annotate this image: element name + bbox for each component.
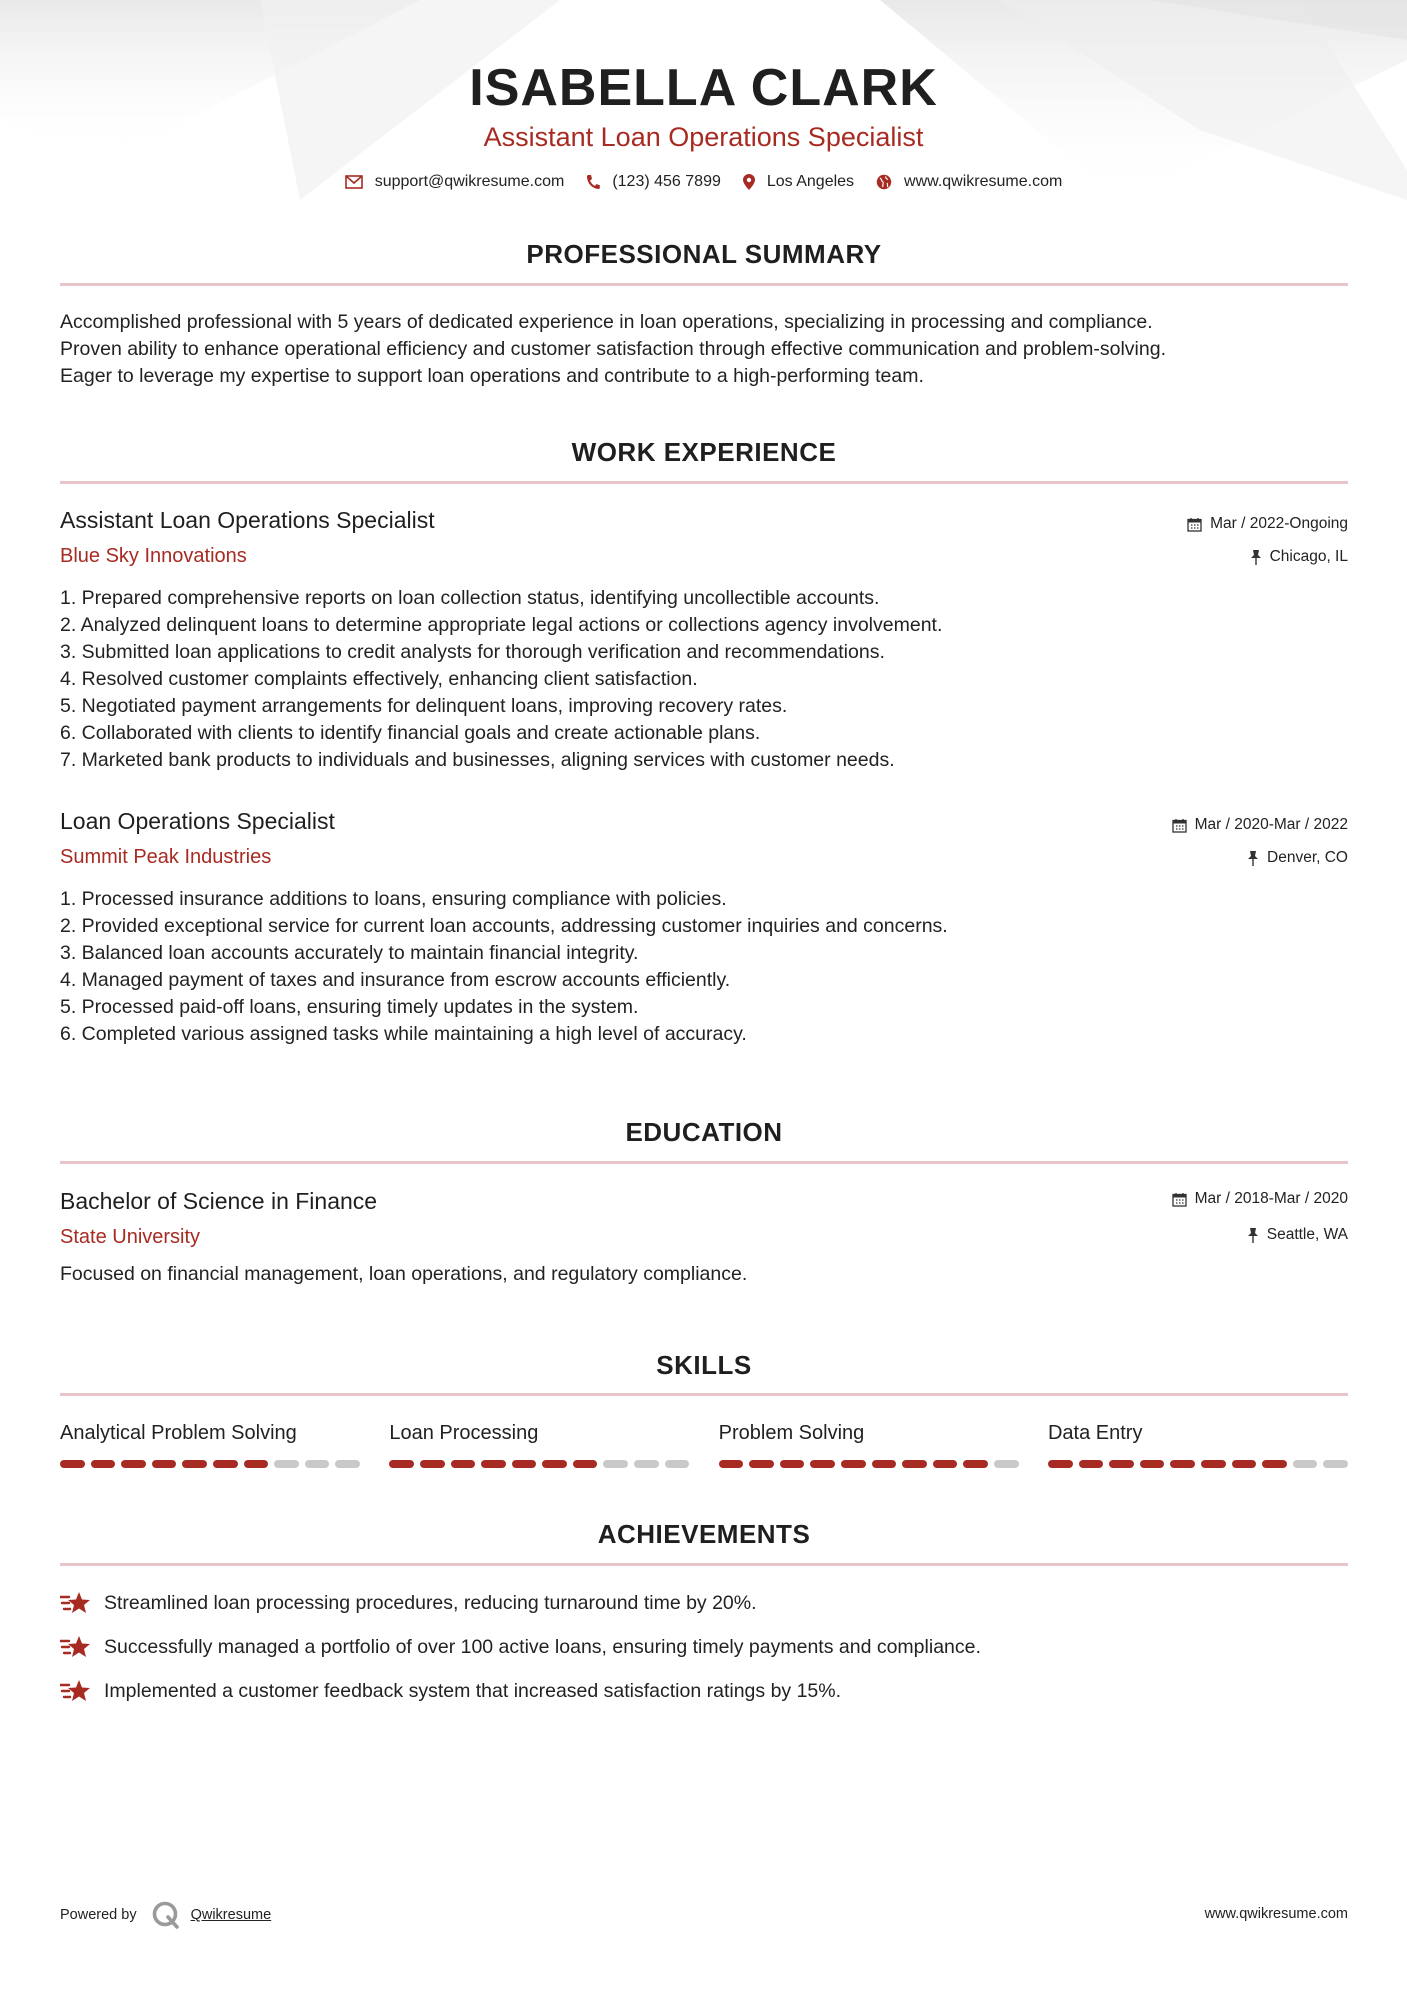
skill-segment-filled bbox=[244, 1460, 269, 1468]
skill-segment-filled bbox=[182, 1460, 207, 1468]
achievement-item bbox=[60, 1590, 1348, 1616]
list-item: 1. Prepared comprehensive reports on loan collection status, identifying uncollectible accounts. bbox=[60, 587, 880, 609]
summary-text bbox=[60, 309, 1348, 390]
section-divider bbox=[60, 1161, 1348, 1164]
skill-segment-empty bbox=[1293, 1460, 1318, 1468]
summary-line: Proven ability to enhance operational efficiency and customer satisfaction through effective communication and problem-solving. bbox=[60, 338, 1166, 360]
candidate-title: Assistant Loan Operations Specialist bbox=[483, 122, 924, 152]
footer-powered-by bbox=[60, 1900, 271, 1930]
achievement-item bbox=[60, 1634, 1348, 1660]
experience-entry bbox=[60, 507, 1348, 777]
skill-segment-filled bbox=[152, 1460, 177, 1468]
job-dates bbox=[1172, 816, 1348, 834]
section-title-achievements: ACHIEVEMENTS bbox=[597, 1519, 811, 1549]
job-company: Blue Sky Innovations bbox=[60, 545, 247, 567]
section-divider bbox=[60, 1393, 1348, 1396]
skill-name: Data Entry bbox=[1047, 1422, 1143, 1444]
job-title: Loan Operations Specialist bbox=[60, 808, 335, 834]
skill-segment-empty bbox=[603, 1460, 628, 1468]
skill-name: Loan Processing bbox=[389, 1422, 539, 1444]
skill-segment-filled bbox=[1079, 1460, 1104, 1468]
list-item: 4. Resolved customer complaints effectively, enhancing client satisfaction. bbox=[60, 668, 698, 690]
skill-rating bbox=[60, 1460, 360, 1468]
list-item: 6. Collaborated with clients to identify financial goals and create actionable plans. bbox=[60, 722, 761, 744]
achievement-item bbox=[60, 1678, 1348, 1704]
education-location-text: Seattle, WA bbox=[1266, 1226, 1348, 1243]
job-location bbox=[1250, 548, 1348, 566]
map-pin-icon bbox=[743, 174, 755, 190]
skill-segment-filled bbox=[719, 1460, 744, 1468]
contact-bar bbox=[0, 173, 1407, 191]
calendar-icon bbox=[1172, 1192, 1187, 1207]
contact-phone[interactable] bbox=[586, 173, 721, 191]
skill-segment-filled bbox=[573, 1460, 598, 1468]
skill-segment-filled bbox=[512, 1460, 537, 1468]
skill-segment-filled bbox=[1232, 1460, 1257, 1468]
pushpin-icon bbox=[1247, 851, 1259, 866]
list-item: 5. Negotiated payment arrangements for delinquent loans, improving recovery rates. bbox=[60, 695, 788, 717]
job-location-text: Denver, CO bbox=[1267, 849, 1348, 866]
pushpin-icon bbox=[1247, 1228, 1259, 1243]
phone-text: (123) 456 7899 bbox=[612, 173, 721, 190]
skill-name: Problem Solving bbox=[718, 1422, 865, 1444]
section-title-experience: WORK EXPERIENCE bbox=[571, 437, 837, 467]
qwikresume-link[interactable]: Qwikresume bbox=[190, 1907, 272, 1923]
skill-segment-filled bbox=[1201, 1460, 1226, 1468]
skill-segment-filled bbox=[213, 1460, 238, 1468]
skill-segment-filled bbox=[810, 1460, 835, 1468]
skill-item bbox=[60, 1422, 360, 1468]
skill-segment-filled bbox=[481, 1460, 506, 1468]
skill-segment-empty bbox=[305, 1460, 330, 1468]
skill-segment-filled bbox=[91, 1460, 116, 1468]
list-item: 2. Provided exceptional service for current loan accounts, addressing customer inquiries and concerns. bbox=[60, 915, 948, 937]
skill-segment-filled bbox=[542, 1460, 567, 1468]
achievement-text: Streamlined loan processing procedures, reducing turnaround time by 20%. bbox=[104, 1591, 757, 1614]
education-dates bbox=[1172, 1190, 1348, 1208]
skill-segment-filled bbox=[841, 1460, 866, 1468]
skill-segment-filled bbox=[963, 1460, 988, 1468]
globe-icon bbox=[876, 174, 892, 190]
skill-item bbox=[719, 1422, 1019, 1468]
skills-list bbox=[60, 1422, 1348, 1468]
skill-rating bbox=[1048, 1460, 1348, 1468]
skill-item bbox=[1048, 1422, 1348, 1468]
shooting-star-icon bbox=[60, 1678, 92, 1704]
skill-rating bbox=[389, 1460, 689, 1468]
job-company: Summit Peak Industries bbox=[60, 846, 272, 868]
website-text: www.qwikresume.com bbox=[904, 173, 1063, 190]
skill-segment-filled bbox=[933, 1460, 958, 1468]
skill-name: Analytical Problem Solving bbox=[60, 1422, 297, 1444]
section-title-skills: SKILLS bbox=[656, 1350, 752, 1380]
skill-segment-filled bbox=[1109, 1460, 1134, 1468]
skill-segment-filled bbox=[749, 1460, 774, 1468]
list-item: 3. Submitted loan applications to credit analysts for thorough verification and recommendations. bbox=[60, 641, 885, 663]
location-text: Los Angeles bbox=[766, 173, 855, 190]
powered-by-label: Powered by bbox=[60, 1907, 137, 1923]
list-item: 4. Managed payment of taxes and insurance from escrow accounts efficiently. bbox=[60, 969, 731, 991]
job-location-text: Chicago, IL bbox=[1269, 548, 1348, 565]
shooting-star-icon bbox=[60, 1634, 92, 1660]
experience-entry bbox=[60, 808, 1348, 1058]
skill-segment-filled bbox=[780, 1460, 805, 1468]
list-item: 6. Completed various assigned tasks while maintaining a high level of accuracy. bbox=[60, 1023, 747, 1045]
job-bullets bbox=[60, 585, 942, 774]
candidate-name: ISABELLA CLARK bbox=[469, 59, 938, 117]
calendar-icon bbox=[1187, 517, 1202, 532]
envelope-icon bbox=[345, 175, 363, 189]
section-title-education: EDUCATION bbox=[625, 1117, 783, 1147]
education-description: Focused on financial management, loan operations, and regulatory compliance. bbox=[60, 1263, 748, 1285]
achievement-text: Implemented a customer feedback system that increased satisfaction ratings by 15%. bbox=[104, 1679, 842, 1702]
summary-line: Accomplished professional with 5 years of dedicated experience in loan operations, specializing in processing and compliance. bbox=[60, 311, 1153, 333]
skill-segment-empty bbox=[634, 1460, 659, 1468]
shooting-star-icon bbox=[60, 1590, 92, 1616]
job-title: Assistant Loan Operations Specialist bbox=[60, 507, 435, 533]
skill-segment-filled bbox=[872, 1460, 897, 1468]
skill-segment-filled bbox=[1140, 1460, 1165, 1468]
education-location bbox=[1247, 1226, 1348, 1244]
contact-location bbox=[743, 173, 854, 191]
pushpin-icon bbox=[1250, 550, 1262, 565]
resume-header bbox=[0, 58, 1407, 154]
list-item: 5. Processed paid-off loans, ensuring timely updates in the system. bbox=[60, 996, 639, 1018]
section-divider bbox=[60, 1563, 1348, 1566]
skill-segment-empty bbox=[665, 1460, 690, 1468]
skill-segment-filled bbox=[121, 1460, 146, 1468]
job-bullets bbox=[60, 886, 948, 1048]
contact-email[interactable] bbox=[345, 173, 565, 191]
skill-segment-filled bbox=[60, 1460, 85, 1468]
achievement-text: Successfully managed a portfolio of over 100 active loans, ensuring timely payments and compliance. bbox=[104, 1635, 981, 1658]
skill-rating bbox=[719, 1460, 1019, 1468]
calendar-icon bbox=[1172, 818, 1187, 833]
email-text: support@qwikresume.com bbox=[374, 173, 565, 190]
degree-title: Bachelor of Science in Finance bbox=[60, 1188, 378, 1214]
list-item: 7. Marketed bank products to individuals and businesses, aligning services with customer needs. bbox=[60, 749, 895, 771]
skill-segment-filled bbox=[1048, 1460, 1073, 1468]
contact-website[interactable] bbox=[876, 173, 1062, 191]
skill-segment-filled bbox=[420, 1460, 445, 1468]
job-dates bbox=[1187, 515, 1348, 533]
skill-item bbox=[389, 1422, 689, 1468]
skill-segment-empty bbox=[1323, 1460, 1348, 1468]
job-dates-text: Mar / 2022-Ongoing bbox=[1210, 515, 1348, 532]
section-divider bbox=[60, 481, 1348, 484]
footer-website[interactable]: www.qwikresume.com bbox=[1204, 1906, 1348, 1922]
job-dates-text: Mar / 2020-Mar / 2022 bbox=[1194, 816, 1348, 833]
skill-segment-empty bbox=[274, 1460, 299, 1468]
qwikresume-logo-icon bbox=[151, 1900, 181, 1930]
education-entry bbox=[60, 1188, 1348, 1258]
skill-segment-empty bbox=[994, 1460, 1019, 1468]
skill-segment-empty bbox=[335, 1460, 360, 1468]
skill-segment-filled bbox=[1170, 1460, 1195, 1468]
section-title-summary: PROFESSIONAL SUMMARY bbox=[526, 239, 882, 269]
skill-segment-filled bbox=[1262, 1460, 1287, 1468]
education-dates-text: Mar / 2018-Mar / 2020 bbox=[1194, 1190, 1348, 1207]
list-item: 3. Balanced loan accounts accurately to maintain financial integrity. bbox=[60, 942, 639, 964]
skill-segment-filled bbox=[389, 1460, 414, 1468]
job-location bbox=[1247, 849, 1348, 867]
phone-icon bbox=[586, 174, 600, 190]
summary-line: Eager to leverage my expertise to support loan operations and contribute to a high-performing team. bbox=[60, 365, 924, 387]
school-name: State University bbox=[60, 1226, 201, 1248]
skill-segment-filled bbox=[902, 1460, 927, 1468]
section-divider bbox=[60, 283, 1348, 286]
list-item: 1. Processed insurance additions to loans, ensuring compliance with policies. bbox=[60, 888, 727, 910]
skill-segment-filled bbox=[451, 1460, 476, 1468]
list-item: 2. Analyzed delinquent loans to determine appropriate legal actions or collections agency involvement. bbox=[60, 614, 943, 636]
